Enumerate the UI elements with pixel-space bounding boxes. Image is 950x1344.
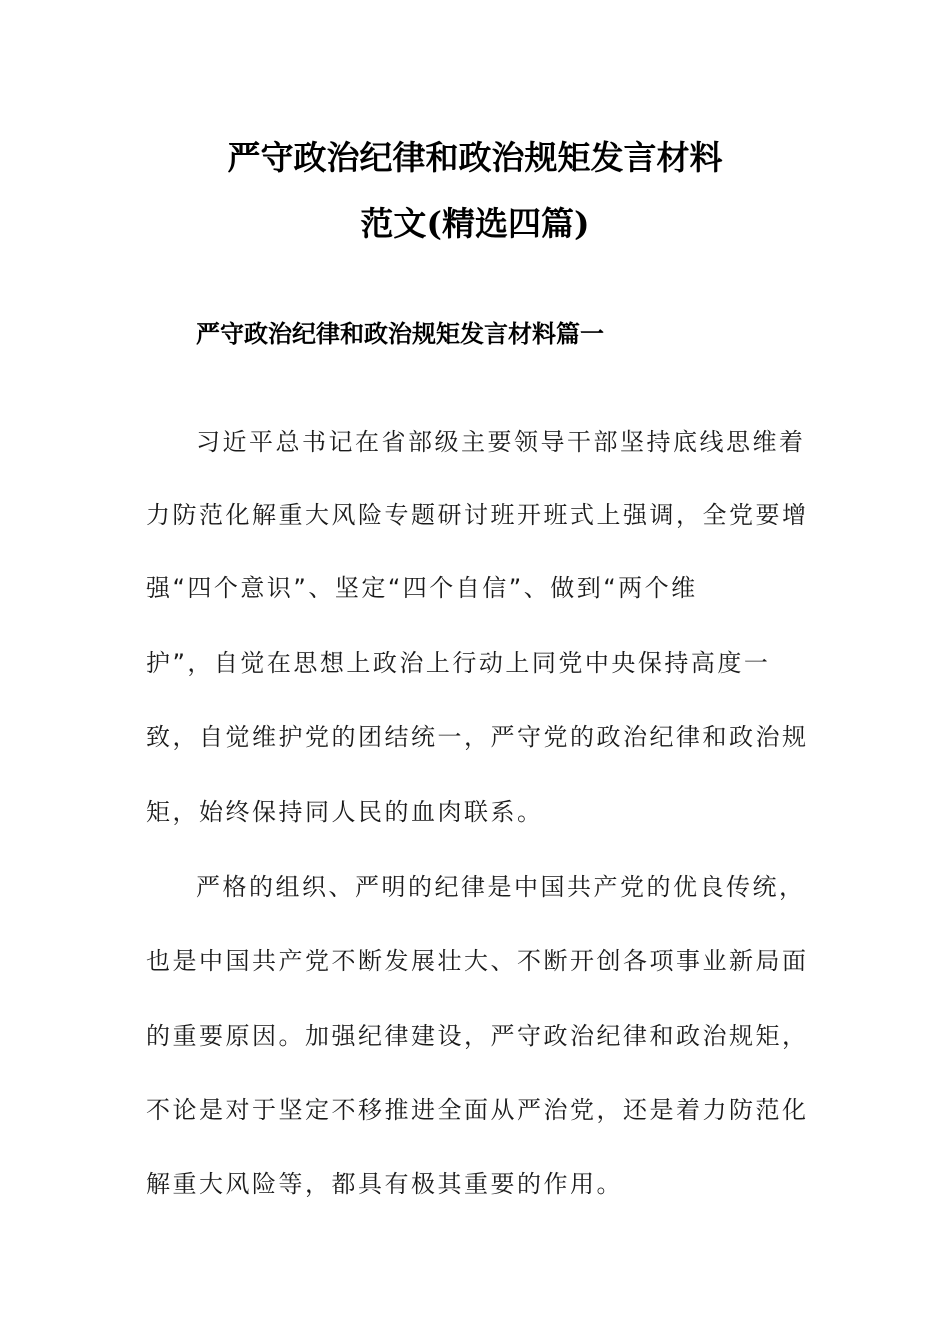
paragraph-2-line-2: 也是中国共产党不断发展壮大、不断开创各项事业新局面: [146, 947, 809, 975]
section-heading: 严守政治纪律和政治规矩发言材料篇一: [196, 320, 604, 348]
paragraph-2-line-1: 严格的组织、严明的纪律是中国共产党的优良传统，: [196, 873, 806, 901]
paragraph-1-line-4: 护”，自觉在思想上政治上行动上同党中央保持高度一: [146, 649, 771, 677]
document-title-line-2: 范文(精选四篇): [360, 204, 590, 243]
document-title-line-1: 严守政治纪律和政治规矩发言材料: [227, 138, 723, 177]
paragraph-1-line-2: 力防范化解重大风险专题研讨班开班式上强调，全党要增: [146, 501, 809, 529]
paragraph-1-line-1: 习近平总书记在省部级主要领导干部坚持底线思维着: [196, 428, 806, 456]
paragraph-2-line-5: 解重大风险等，都具有极其重要的作用。: [146, 1170, 623, 1198]
paragraph-1-line-3: 强“四个意识”、坚定“四个自信”、做到“两个维: [146, 574, 698, 602]
paragraph-2-line-4: 不论是对于坚定不移推进全面从严治党，还是着力防范化: [146, 1096, 809, 1124]
paragraph-1-line-5: 致，自觉维护党的团结统一，严守党的政治纪律和政治规: [146, 723, 809, 751]
paragraph-1-line-6: 矩，始终保持同人民的血肉联系。: [146, 798, 544, 826]
paragraph-2-line-3: 的重要原因。加强纪律建设，严守政治纪律和政治规矩，: [146, 1022, 809, 1050]
